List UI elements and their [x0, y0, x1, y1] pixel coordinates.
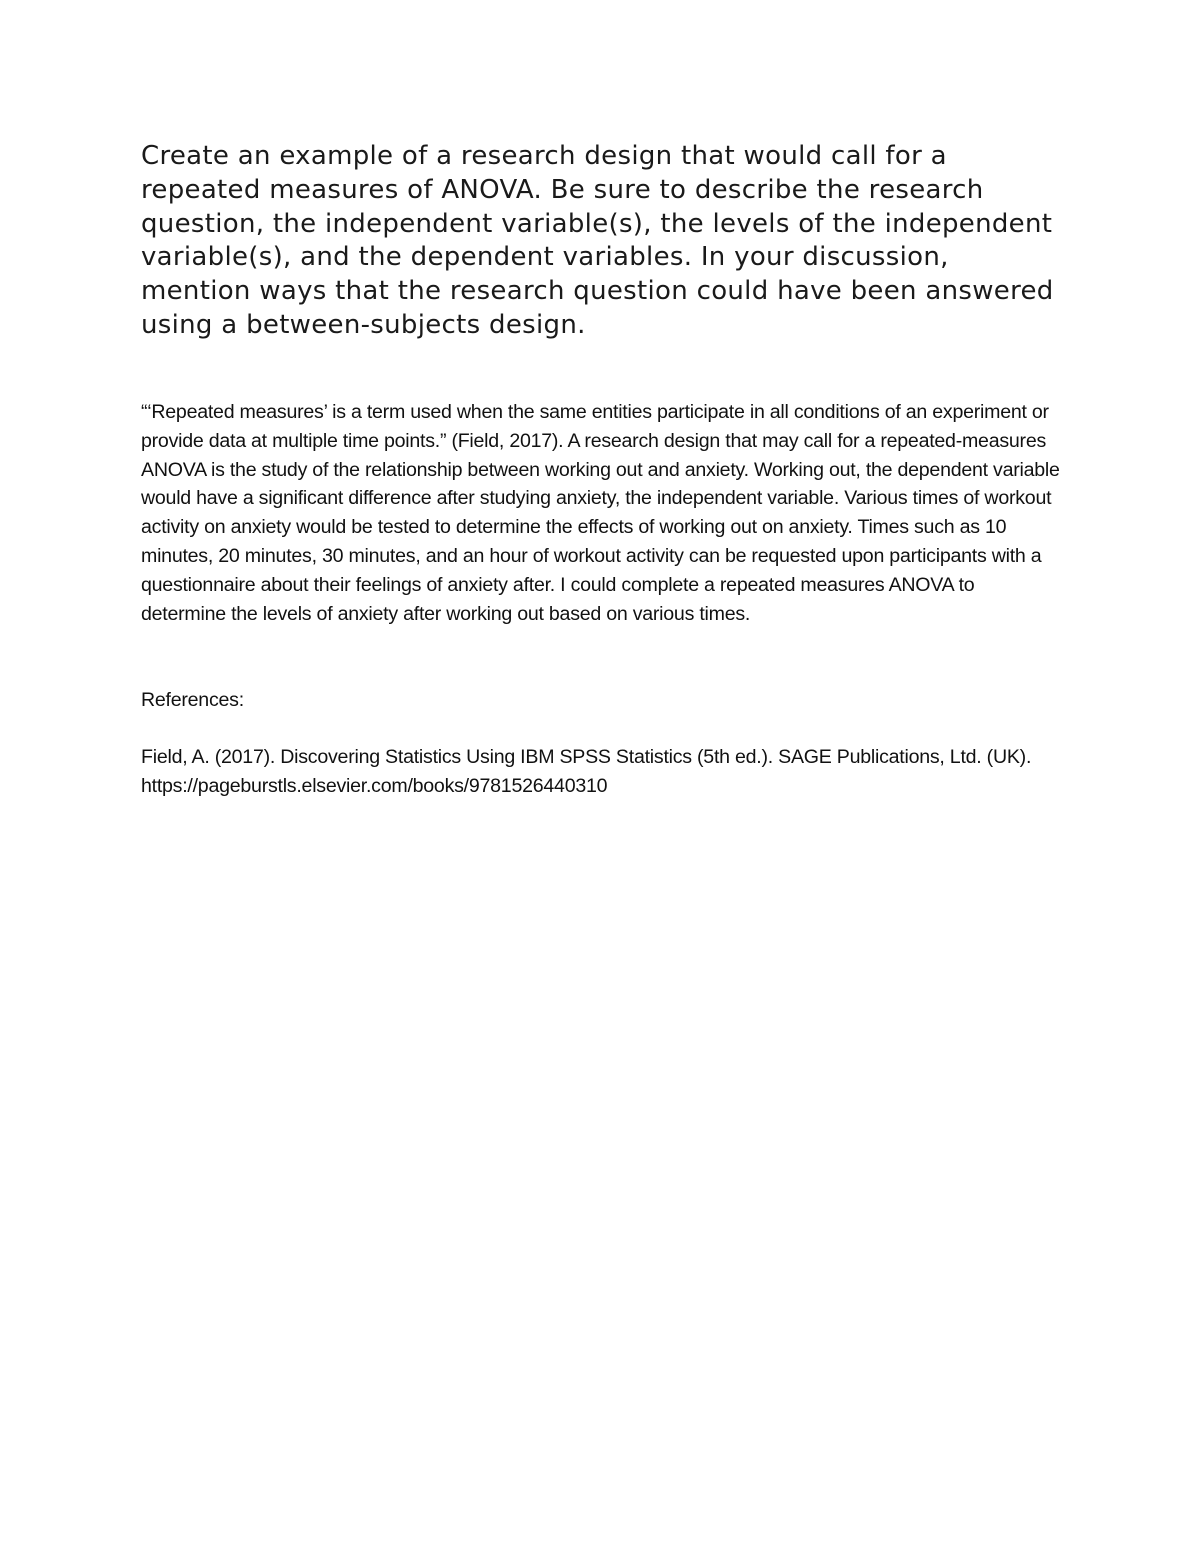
references-heading: References: — [141, 689, 244, 711]
answer-paragraph: “‘Repeated measures’ is a term used when the same entities participate in all conditions of an experiment or provide data at multiple time points.” (Field, 2017). A research design that may call for a repeated-measures ANOVA is the study of the relationship between working out and anxiety. Working out, the dependent variable would have a significant difference after studying anxiety, the independent variable. Various times of workout activity on anxiety would be tested to determine the effects of working out on anxiety. Times such as 10 minutes, 20 minutes, 30 minutes, and an hour of workout activity can be requested upon participants with a questionnaire about their feelings of anxiety after. I could complete a repeated measures ANOVA to determine the levels of anxiety after working out based on various times. — [141, 401, 1060, 625]
reference-entry: Field, A. (2017). Discovering Statistics Using IBM SPSS Statistics (5th ed.). SAGE Publications, Ltd. (UK). https://pageburstls.elsevier.com/books/9781526440310 — [141, 746, 1032, 797]
assignment-prompt: Create an example of a research design that would call for a repeated measures of ANOVA. Be sure to describe the research question, the independent variable(s), the levels of the independent variable(s), and the dependent variables. In your discussion, mention ways that the research question could have been answered using a between-subjects design. — [141, 141, 1054, 340]
